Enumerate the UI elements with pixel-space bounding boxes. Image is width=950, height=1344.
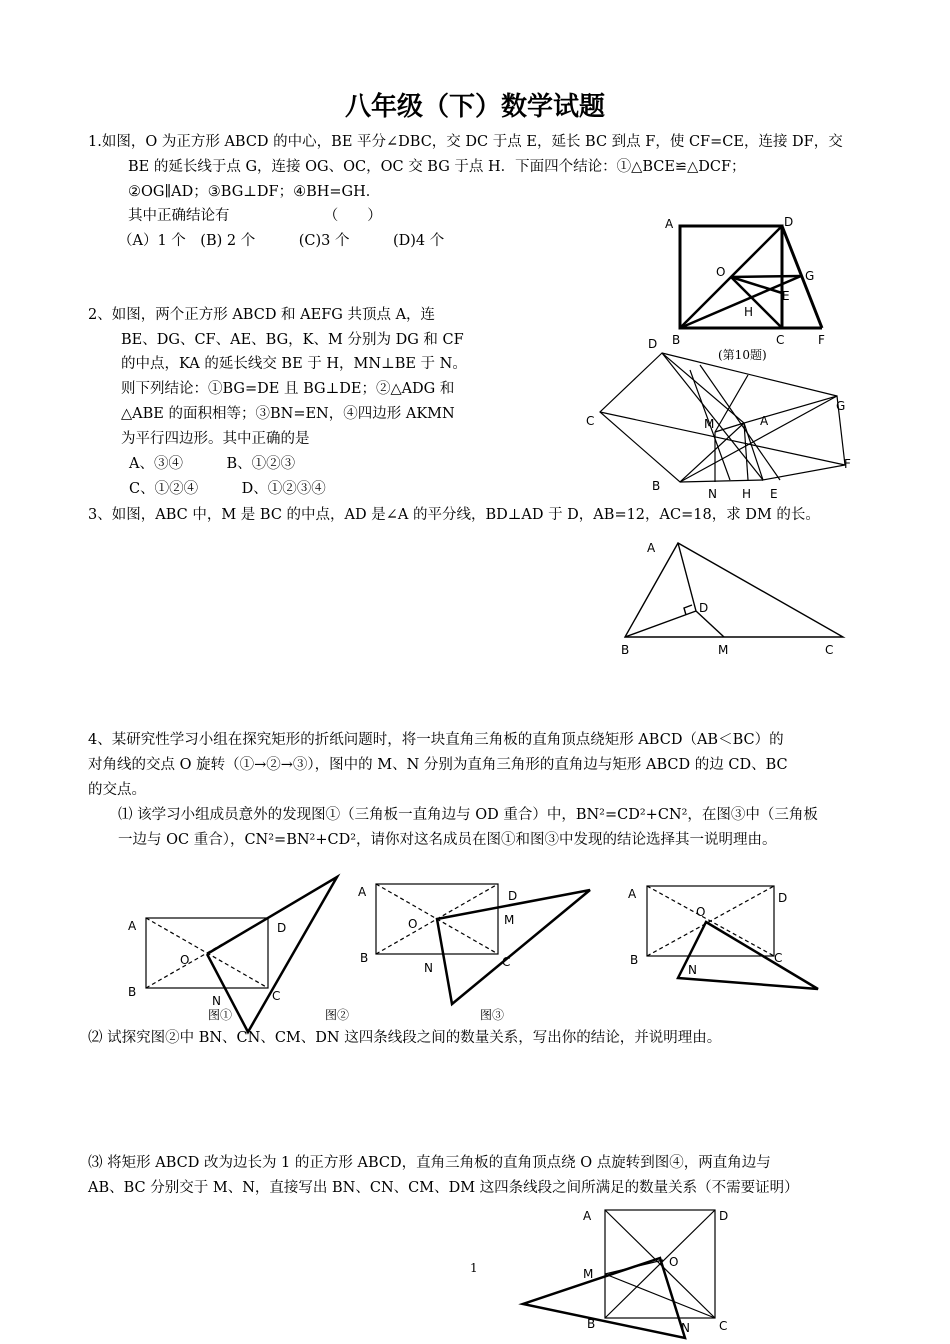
q1-line2: BE 的延长线于点 G，连接 OG、OC，OC 交 BG 于点 H．下面四个结论：①△BCE≌△DCF； <box>128 159 746 175</box>
q2-line5: △ABE 的面积相等；③BN=EN，④四边形 AKMN <box>121 406 455 422</box>
q4-figure-2 <box>352 876 602 1011</box>
q2-line2: BE、DG、CF、AE、BG，K、M 分别为 DG 和 CF <box>121 332 464 348</box>
svg-text:N: N <box>688 963 697 977</box>
q4-part1-a: ⑴ 该学习小组成员意外的发现图①（三角板一直角边与 OD 重合）中，BN²=CD²+CN²，在图③中（三角板 <box>118 807 818 823</box>
svg-text:B: B <box>630 953 639 967</box>
q4-part3-b: AB、BC 分别交于 M、N，直接写出 BN、CN、CM、DM 这四条线段之间所满足的数量关系（不需要证明） <box>88 1180 799 1196</box>
page-title: 八年级（下）数学试题 <box>344 92 605 122</box>
svg-text:D: D <box>719 1209 729 1223</box>
svg-text:B: B <box>652 479 661 493</box>
svg-text:A: A <box>628 887 637 901</box>
q4-part3-a: ⑶ 将矩形 ABCD 改为边长为 1 的正方形 ABCD，直角三角板的直角顶点绕 O 点旋转到图④，两直角边与 <box>88 1155 771 1171</box>
svg-text:D: D <box>508 889 518 903</box>
svg-text:D: D <box>648 337 658 351</box>
q2-line1: 2、如图，两个正方形 ABCD 和 AEFG 共顶点 A，连 <box>88 307 436 323</box>
q1-line4: 其中正确结论有 （ ） <box>128 208 382 224</box>
q4-line1: 4、某研究性学习小组在探究矩形的折纸问题时，将一块直角三角板的直角顶点绕矩形 ABCD（AB＜BC）的 <box>88 732 784 748</box>
svg-text:E: E <box>782 289 790 303</box>
q2-line6: 为平行四边形。其中正确的是 <box>121 431 310 447</box>
q2-options-1: A、③④ B、①②③ <box>129 456 296 472</box>
svg-text:O: O <box>716 265 726 279</box>
svg-text:C: C <box>502 955 511 969</box>
svg-text:C: C <box>774 951 783 965</box>
svg-text:F: F <box>818 333 825 347</box>
svg-text:A: A <box>358 885 367 899</box>
svg-text:C: C <box>586 414 595 428</box>
svg-text:M: M <box>583 1267 594 1281</box>
svg-text:G: G <box>805 269 815 283</box>
svg-text:B: B <box>587 1317 596 1331</box>
svg-text:A: A <box>647 541 656 555</box>
q4-figure-3-caption: 图③ <box>480 1008 505 1022</box>
svg-text:B: B <box>621 643 630 657</box>
svg-text:O: O <box>180 953 190 967</box>
svg-text:E: E <box>770 487 778 501</box>
q4-figure-1-caption: 图① <box>208 1008 233 1022</box>
svg-text:B: B <box>672 333 681 347</box>
svg-text:O: O <box>696 905 706 919</box>
svg-text:H: H <box>744 305 754 319</box>
svg-text:D: D <box>277 921 287 935</box>
svg-text:N: N <box>424 961 433 975</box>
svg-text:B: B <box>128 985 137 999</box>
svg-text:H: H <box>742 487 752 501</box>
svg-text:M: M <box>718 643 729 657</box>
q4-figure-2-caption: 图② <box>325 1008 350 1022</box>
q4-figure-4 <box>515 1202 745 1344</box>
svg-text:A: A <box>760 414 769 428</box>
svg-text:C: C <box>272 989 281 1003</box>
q3-line1: 3、如图，ABC 中，M 是 BC 的中点，AD 是∠A 的平分线，BD⊥AD 于 D，AB=12，AC=18，求 DM 的长。 <box>88 507 820 523</box>
q2-options-2: C、①②④ D、①②③④ <box>129 481 326 497</box>
q1-options: （A）1 个 (B) 2 个 (C)3 个 (D)4 个 <box>118 233 445 249</box>
svg-text:O: O <box>408 917 418 931</box>
page-number: 1 <box>470 1261 478 1275</box>
q2-figure <box>580 330 865 505</box>
svg-text:O: O <box>669 1255 679 1269</box>
q4-part2: ⑵ 试探究图②中 BN、CN、CM、DN 这四条线段之间的数量关系，写出你的结论，并说明理由。 <box>88 1030 722 1046</box>
svg-text:A: A <box>128 919 137 933</box>
q1-figure-caption: (第10题) <box>718 348 767 362</box>
svg-text:F: F <box>844 457 851 471</box>
svg-text:G: G <box>836 399 846 413</box>
q2-line3: 的中点，KA 的延长线交 BE 于 H，MN⊥BE 于 N。 <box>121 356 467 372</box>
svg-text:A: A <box>665 217 674 231</box>
q3-figure <box>615 538 865 663</box>
svg-text:M: M <box>504 913 515 927</box>
q4-line2: 对角线的交点 O 旋转（①→②→③），图中的 M、N 分别为直角三角形的直角边与矩形 ABCD 的边 CD、BC <box>88 757 788 773</box>
svg-text:C: C <box>776 333 785 347</box>
q4-part1-b: 一边与 OC 重合），CN²=BN²+CD²，请你对这名成员在图①和图③中发现的结论选择其一说明理由。 <box>118 832 777 848</box>
svg-text:C: C <box>719 1319 728 1333</box>
q2-line4: 则下列结论：①BG=DE 且 BG⊥DE；②△ADG 和 <box>121 381 455 397</box>
svg-text:C: C <box>825 643 834 657</box>
svg-text:N: N <box>681 1321 690 1335</box>
svg-text:A: A <box>583 1209 592 1223</box>
q1-line3: ②OG∥AD；③BG⊥DF；④BH=GH． <box>128 184 381 200</box>
q4-line3: 的交点。 <box>88 782 146 798</box>
svg-text:N: N <box>708 487 717 501</box>
svg-text:N: N <box>212 994 221 1008</box>
q1-line1: 1.如图，O 为正方形 ABCD 的中心，BE 平分∠DBC，交 DC 于点 E，延长 BC 到点 F，使 CF=CE，连接 DF，交 <box>88 134 843 150</box>
svg-text:B: B <box>360 951 369 965</box>
svg-text:D: D <box>784 215 794 229</box>
svg-text:D: D <box>699 601 709 615</box>
svg-text:M: M <box>704 417 715 431</box>
q4-figure-1 <box>120 872 345 1037</box>
svg-text:D: D <box>778 891 788 905</box>
q4-figure-3 <box>622 880 827 995</box>
